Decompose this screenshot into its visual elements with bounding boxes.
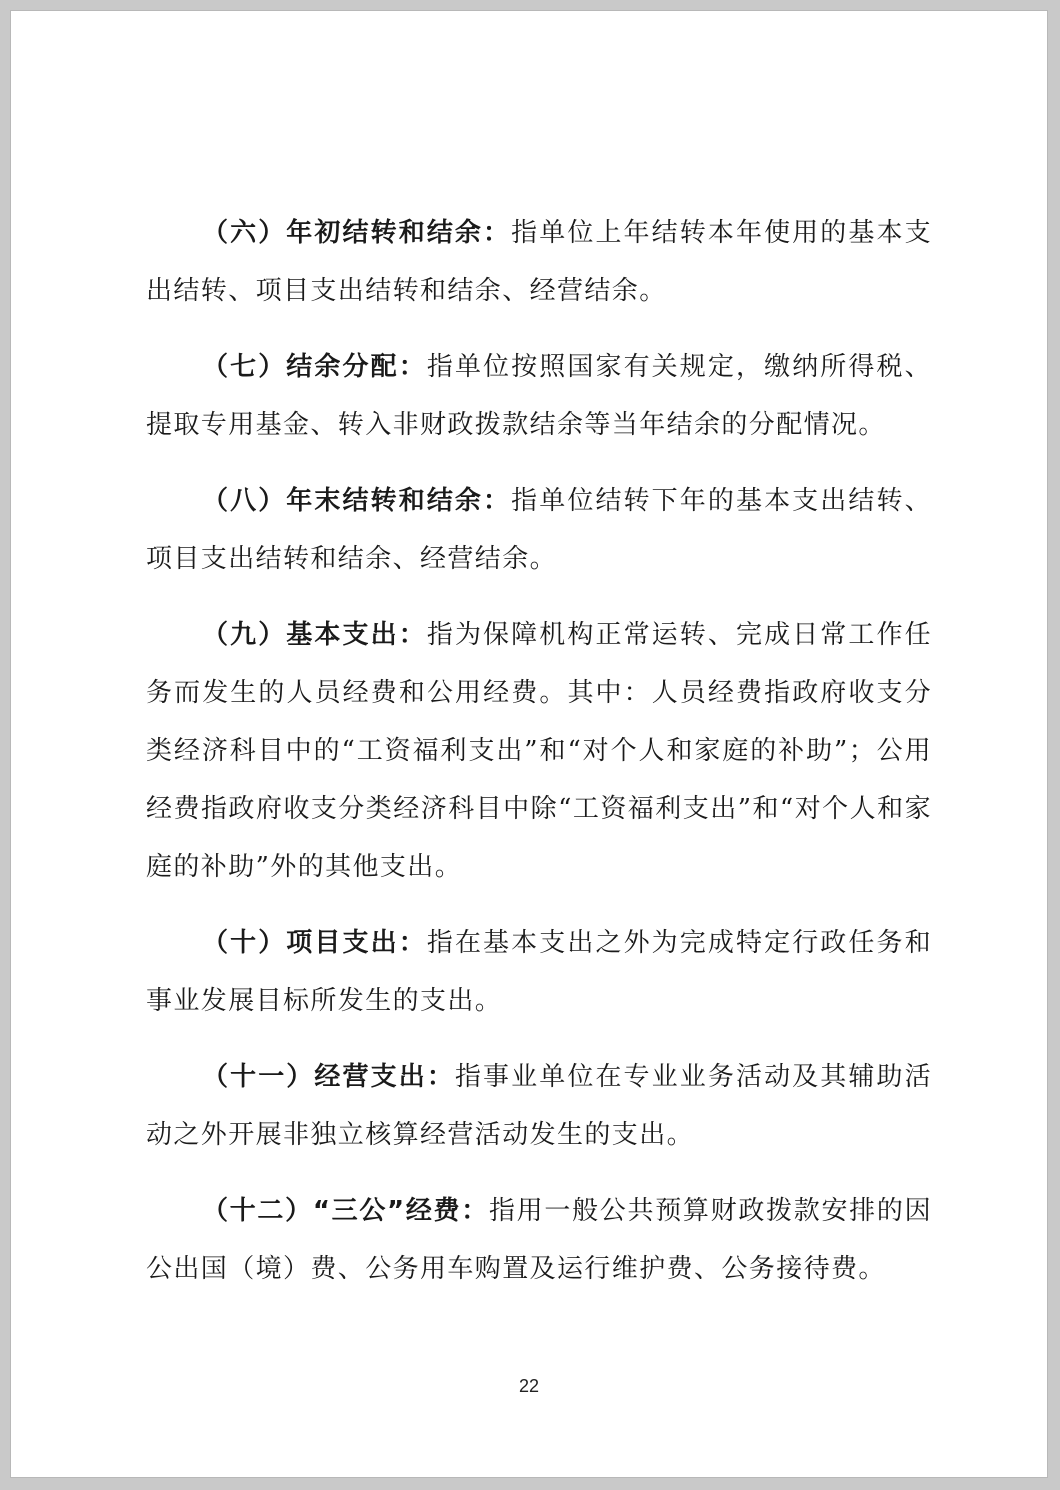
term-definition: 指为保障机构正常运转、完成日常工作任务而发生的人员经费和公用经费。其中：人员经费指政府收支分类经济科目中的“工资福利支出”和“对个人和家庭的补助”；公用经费指政府收支分类经济科目中除“工资福利支出”和“对个人和家庭的补助”外的其他支出。: [146, 620, 933, 882]
paragraph-three-public-expenses: [146, 1182, 932, 1298]
paragraph-operating-expenditure: [146, 1048, 932, 1164]
term-definition: 指用一般公共预算财政拨款安排的因公出国（境）费、公务用车购置及运行维护费、公务接待费。: [146, 1196, 932, 1284]
paragraph-carryover-end-of-year: [146, 472, 932, 588]
term-definition: 指单位结转下年的基本支出结转、项目支出结转和结余、经营结余。: [146, 486, 932, 574]
document-page: [10, 10, 1048, 1478]
document-body: [146, 204, 932, 1316]
paragraph-project-expenditure: [146, 914, 932, 1030]
term-heading: （七）结余分配：: [202, 352, 427, 382]
term-heading: （九）基本支出：: [202, 620, 427, 650]
paragraph-basic-expenditure: [146, 606, 932, 896]
term-definition: 指事业单位在专业业务活动及其辅助活动之外开展非独立核算经营活动发生的支出。: [146, 1062, 932, 1150]
paragraph-carryover-start-of-year: [146, 204, 932, 320]
term-heading: （十）项目支出：: [202, 928, 427, 958]
term-heading: （十二）“三公”经费：: [202, 1196, 489, 1226]
paragraph-surplus-distribution: [146, 338, 932, 454]
term-definition: 指单位按照国家有关规定，缴纳所得税、提取专用基金、转入非财政拨款结余等当年结余的分配情况。: [146, 352, 933, 440]
term-definition: 指单位上年结转本年使用的基本支出结转、项目支出结转和结余、经营结余。: [146, 218, 932, 306]
page-number: 22: [518, 1376, 540, 1396]
term-heading: （六）年初结转和结余：: [202, 218, 512, 248]
term-heading: （十一）经营支出：: [202, 1062, 455, 1092]
term-heading: （八）年末结转和结余：: [202, 486, 512, 516]
term-definition: 指在基本支出之外为完成特定行政任务和事业发展目标所发生的支出。: [146, 928, 933, 1016]
